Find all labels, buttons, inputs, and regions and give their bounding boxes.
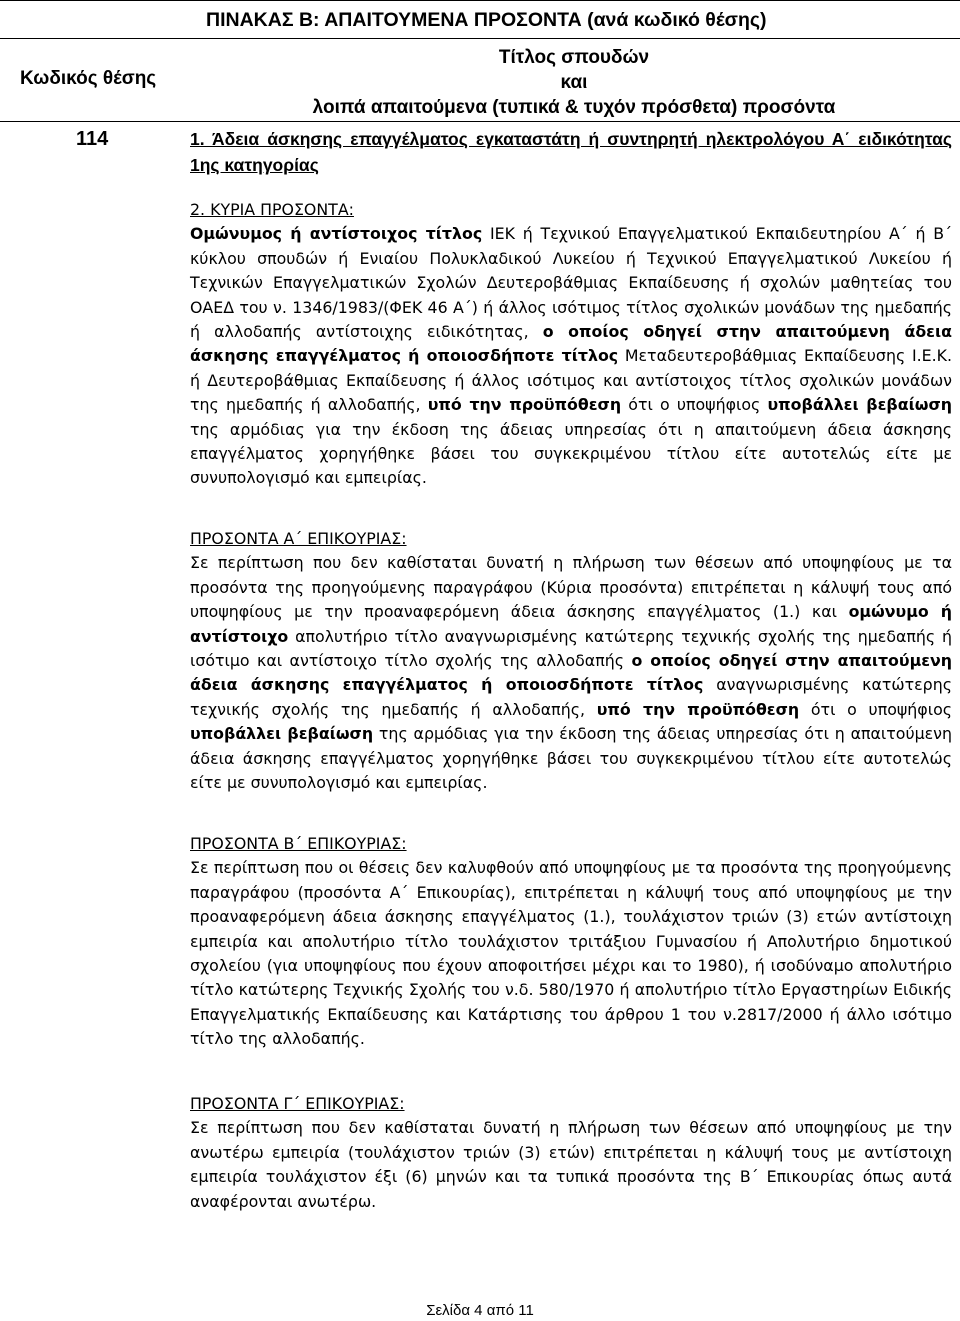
text-span: Μεταδευτεροβάθμιας Εκπαίδευσης Ι.Ε.Κ. ή Δευτεροβάθμιας Εκπαίδευσης ή άλλος ισότιμος και αντίστοιχος τίτλος σχολικών μονάδων της ημεδαπής ή αλλοδαπής, <box>190 346 953 415</box>
main-qualifications <box>190 198 952 491</box>
column-header-title <box>190 45 958 120</box>
bold-span: Ομώνυμος ή αντίστοιχος τίτλος <box>190 224 483 244</box>
bold-span: υπό την προϋπόθεση <box>427 395 622 415</box>
text-span: απολυτήριο τίτλο αναγνωρισμένης κατώτερης τεχνικής σχολής της ημεδαπής ή ισότιμο και αντίστοιχο τίτλο σχολής της αλλοδαπής <box>190 626 952 671</box>
aux-c-heading: ΠΡΟΣΟΝΤΑ Γ΄ ΕΠΙΚΟΥΡΙΑΣ: <box>190 1094 405 1113</box>
main-qualifications-heading: 2. ΚΥΡΙΑ ΠΡΟΣΟΝΤΑ: <box>190 200 354 219</box>
requirements-cell <box>190 126 952 178</box>
text-span: ότι ο υποψήφιος <box>621 395 768 415</box>
aux-b-qualifications <box>190 832 952 1052</box>
position-code: 114 <box>76 128 109 150</box>
text-span: της αρμόδιας για την έκδοση της άδειας υπηρεσίας ότι η απαιτούμενη άδεια άσκησης επαγγέλματος χορηγήθηκε βάσει του συγκεκριμένου τίτλου είτε αυτοτελώς είτε με συνυπολογισμό και εμπειρίας. <box>190 419 952 488</box>
table-title: ΠΙΝΑΚΑΣ Β: ΑΠΑΙΤΟΥΜΕΝΑ ΠΡΟΣΟΝΤΑ (ανά κωδικό θέσης) <box>206 9 767 31</box>
aux-a-heading: ΠΡΟΣΟΝΤΑ Α΄ ΕΠΙΚΟΥΡΙΑΣ: <box>190 529 407 548</box>
header-divider <box>0 38 960 39</box>
column-header-line-2: και <box>560 72 588 93</box>
bold-span: ο οποίος οδηγεί στην απαιτούμενη άδεια άσκησης επαγγέλματος ή οποιοσδήποτε τίτλος <box>190 322 952 366</box>
bold-span: ο οποίος οδηγεί στην απαιτούμενη άδεια άσκησης επαγγέλματος ή οποιοσδήποτε τίτλος <box>190 651 953 695</box>
aux-b-heading: ΠΡΟΣΟΝΤΑ Β΄ ΕΠΙΚΟΥΡΙΑΣ: <box>190 834 407 853</box>
page-number: Σελίδα 4 από 11 <box>426 1302 534 1319</box>
header-bottom-border <box>0 121 960 122</box>
license-requirement: 1. Άδεια άσκησης επαγγέλματος εγκαταστάτη ή συντηρητή ηλεκτρολόγου Α΄ ειδικότητας 1ης κατηγορίας <box>190 129 952 175</box>
table-header <box>0 0 960 122</box>
text-span: αναγνωρισμένης κατώτερης τεχνικής σχολής της ημεδαπής ή αλλοδαπής, <box>190 675 952 719</box>
text-span: της αρμόδιας για την έκδοση της άδειας υπηρεσίας ότι η απαιτούμενη άδεια άσκησης επαγγέλματος χορηγήθηκε βάσει του συγκεκριμένου τίτλου είτε αυτοτελώς είτε με συνυπολογισμό και εμπειρίας. <box>190 724 953 793</box>
text-span: ΙΕΚ ή Τεχνικού Επαγγελματικού Εκπαιδευτηρίου Α΄ ή Β΄ κύκλου σπουδών ή Ενιαίου Πολυκλαδικού Λυκείου ή Τεχνικού Επαγγελματικού Λυκείου ή Τεχνικών Επαγγελματικών Σχολών Δευτεροβάθμιας Εκπαίδευσης ή σχολών μαθητείας του ΟΑΕΔ του ν. 1346/1983/(ΦΕΚ 46 Α΄) ή άλλος ισότιμος τίτλος σχολικών μονάδων της ημεδαπής ή αλλοδαπής αντίστοιχης ειδικότητας, <box>190 224 952 342</box>
bold-span: ομώνυμο ή αντίστοιχο <box>190 602 952 646</box>
main-qualifications-text <box>190 222 952 490</box>
aux-a-text <box>190 551 952 795</box>
text-span: ότι ο υποψήφιος <box>799 699 953 719</box>
header-top-border <box>0 0 960 1</box>
aux-a-qualifications <box>190 527 952 795</box>
bold-span: υποβάλλει βεβαίωση <box>767 395 953 415</box>
bold-span: υποβάλλει βεβαίωση <box>190 724 374 744</box>
aux-b-text: Σε περίπτωση που οι θέσεις δεν καλυφθούν από υποψηφίους με τα προσόντα της προηγούμενης παραγράφου (προσόντα Α΄ Επικουρίας), επιτρέπεται η κάλυψή τους από υποψηφίους με την προαναφερόμενη άδεια άσκησης επαγγέλματος (1.), τουλάχιστον τριών (3) ετών αντίστοιχη εμπειρία και απολυτήριο τίτλο τουλάχιστον τριτάξιου Γυμνασίου ή Απολυτήριο δημοτικού σχολείου (για υποψηφίους που έχουν αποφοιτήσει μέχρι και το 1980), ή ισοδύναμο απολυτήριο τίτλο κατώτερης Τεχνικής Σχολής του ν.δ. 580/1970 ή απολυτήριο τίτλο Εργαστηρίων Ειδικής Επαγγελματικής Εκπαίδευσης και Κατάρτισης του άρθρου 1 του ν.2817/2000 ή άλλο ισότιμο τίτλο της αλλοδαπής. <box>190 858 952 1049</box>
column-header-line-1: Τίτλος σπουδών <box>498 47 650 68</box>
aux-c-qualifications <box>190 1092 952 1214</box>
aux-c-text: Σε περίπτωση που δεν καθίσταται δυνατή η πλήρωση των θέσεων από υποψηφίους με την ανωτέρω εμπειρία (τουλάχιστον τριών (3) ετών) επιτρέπεται η κάλυψή τους με αντίστοιχη εμπειρία τουλάχιστον έξι (6) μηνών και τα τυπικά προσόντα της Β΄ Επικουρίας όπως αυτά αναφέρονται ανωτέρω. <box>190 1118 952 1211</box>
column-header-code: Κωδικός θέσης <box>20 68 157 89</box>
text-span: Σε περίπτωση που δεν καθίσταται δυνατή η πλήρωση των θέσεων από υποψηφίους με τα προσόντα της προηγούμενης παραγράφου (Κύρια προσόντα) επιτρέπεται η κάλυψή τους από υποψηφίους με την προαναφερόμενη άδεια άσκησης επαγγέλματος (1.) και <box>190 553 952 622</box>
bold-span: υπό την προϋπόθεση <box>596 699 800 719</box>
column-header-line-3: λοιπά απαιτούμενα (τυπικά & τυχόν πρόσθετα) προσόντα <box>312 97 836 118</box>
